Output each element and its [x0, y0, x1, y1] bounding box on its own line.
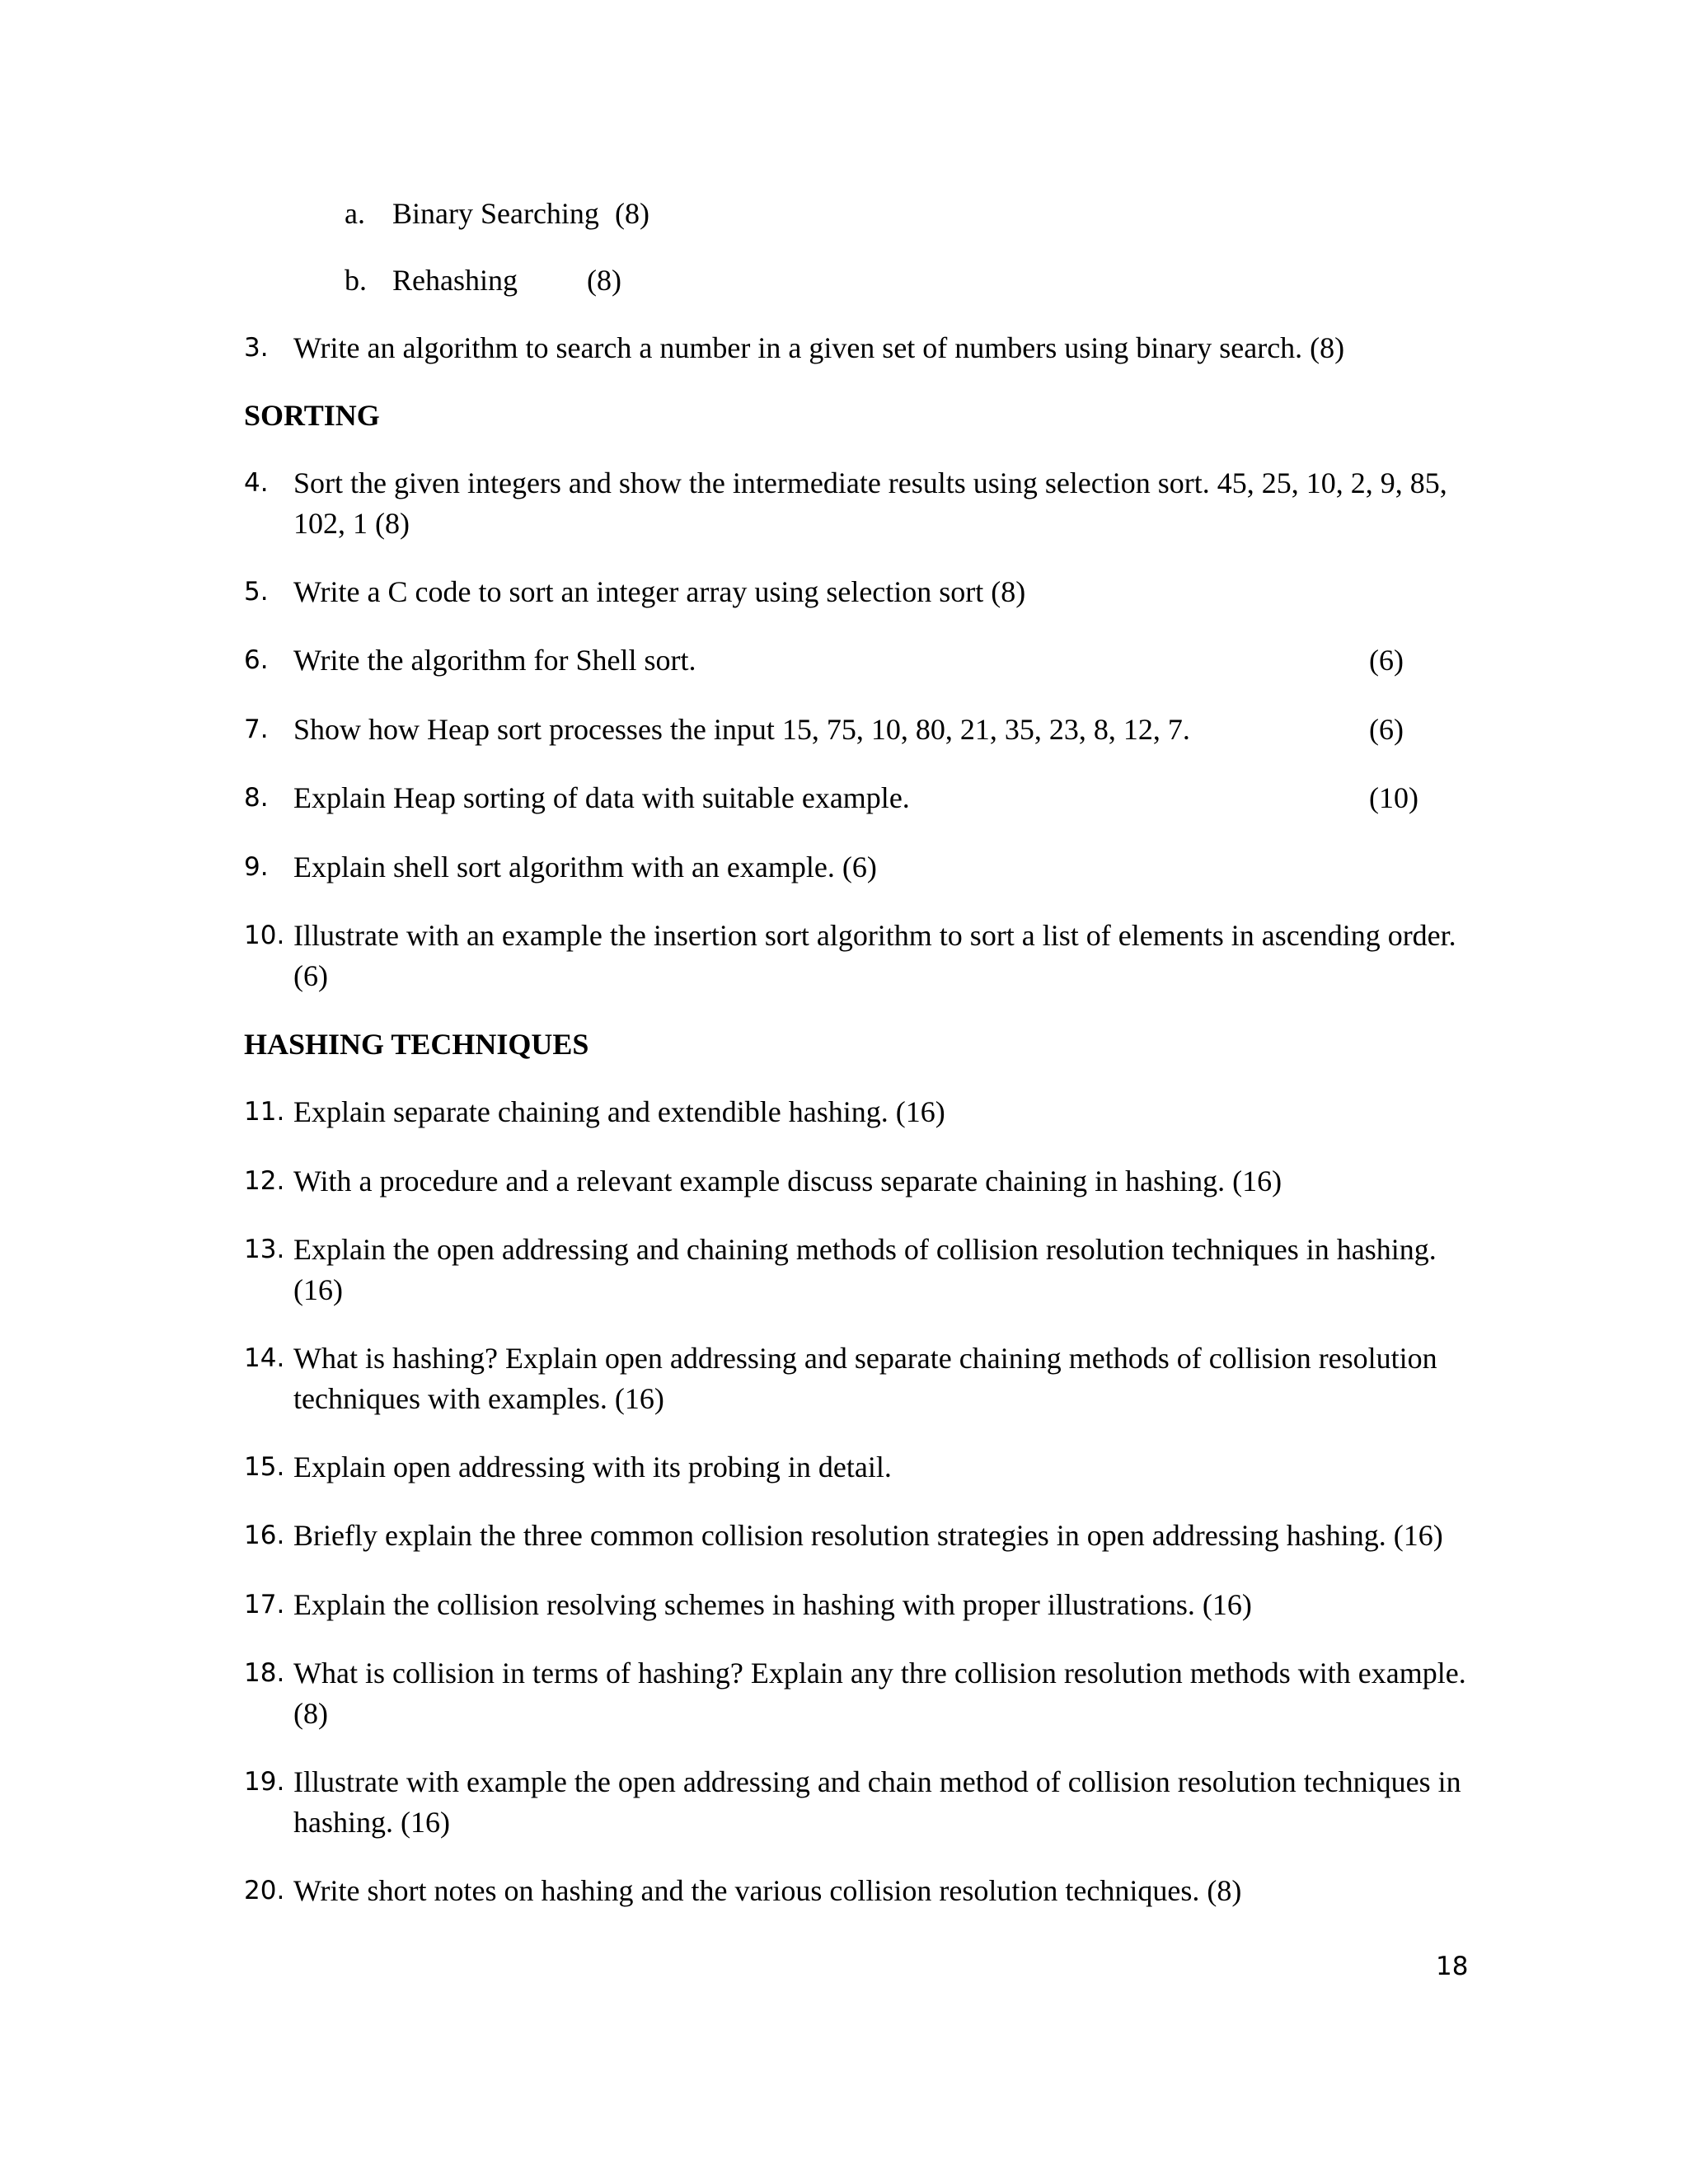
question-number: 6. [244, 645, 269, 675]
question-number: 7. [244, 715, 269, 744]
question-number: 8. [244, 783, 269, 813]
question-text: What is collision in terms of hashing? Explain any thre collision resolution methods with example. (8) [293, 1657, 1466, 1730]
page-number: 18 [1436, 1952, 1469, 1981]
question-number: 11. [244, 1097, 285, 1127]
question-number: 15. [244, 1452, 285, 1482]
question-number: 9. [244, 852, 269, 882]
question-text: Write the algorithm for Shell sort. [293, 644, 696, 677]
subitem-marks: (8) [587, 264, 621, 297]
section-heading-hashing: HASHING TECHNIQUES [244, 1028, 589, 1061]
question-text: Illustrate with example the open addressing and chain method of collision resolution techniques in hashing. (16) [293, 1765, 1461, 1839]
question-text: Explain separate chaining and extendible hashing. (16) [293, 1095, 945, 1128]
question-text: Explain the collision resolving schemes in hashing with proper illustrations. (16) [293, 1588, 1252, 1621]
question-text: Sort the given integers and show the intermediate results using selection sort. 45, 25, 10, 2, 9, 85, 102, 1 (8) [293, 466, 1447, 540]
question-number: 5. [244, 577, 269, 607]
question-number: 4. [244, 468, 269, 498]
question-number: 12. [244, 1166, 285, 1196]
subitem-text: Rehashing [392, 264, 518, 297]
question-number: 20. [244, 1876, 285, 1905]
subitem-label: b. [345, 264, 367, 297]
question-text: Write an algorithm to search a number in a given set of numbers using binary search. (8) [293, 331, 1345, 364]
question-text: Briefly explain the three common collision resolution strategies in open addressing hashing. (16) [293, 1519, 1443, 1552]
question-number: 17. [244, 1590, 285, 1619]
subitem-label: a. [345, 197, 365, 230]
question-number: 10. [244, 921, 285, 950]
question-text: Write short notes on hashing and the various collision resolution techniques. (8) [293, 1874, 1242, 1907]
question-marks: (6) [1369, 644, 1404, 677]
question-text: Explain the open addressing and chaining methods of collision resolution techniques in hashing. (16) [293, 1233, 1437, 1306]
question-text: With a procedure and a relevant example discuss separate chaining in hashing. (16) [293, 1165, 1282, 1197]
question-number: 19. [244, 1767, 285, 1797]
question-text: Write a C code to sort an integer array using selection sort (8) [293, 575, 1026, 608]
question-text: Explain open addressing with its probing in detail. [293, 1451, 892, 1483]
question-marks: (6) [1369, 713, 1404, 746]
question-text: Show how Heap sort processes the input 15, 75, 10, 80, 21, 35, 23, 8, 12, 7. [293, 713, 1190, 746]
section-heading-sorting: SORTING [244, 399, 380, 432]
question-marks: (10) [1369, 781, 1418, 814]
question-number: 16. [244, 1521, 285, 1550]
question-number: 18. [244, 1658, 285, 1688]
question-text: Explain Heap sorting of data with suitable example. [293, 781, 910, 814]
question-text: Illustrate with an example the insertion sort algorithm to sort a list of elements in ascending order. (6) [293, 919, 1456, 992]
question-number: 3. [244, 333, 269, 363]
question-number: 14. [244, 1343, 285, 1373]
question-number: 13. [244, 1235, 285, 1264]
subitem-marks: (8) [615, 197, 649, 230]
subitem-text: Binary Searching [392, 197, 599, 230]
question-text: Explain shell sort algorithm with an example. (6) [293, 851, 877, 883]
question-text: What is hashing? Explain open addressing and separate chaining methods of collision resolution techniques with examples. (16) [293, 1342, 1437, 1415]
